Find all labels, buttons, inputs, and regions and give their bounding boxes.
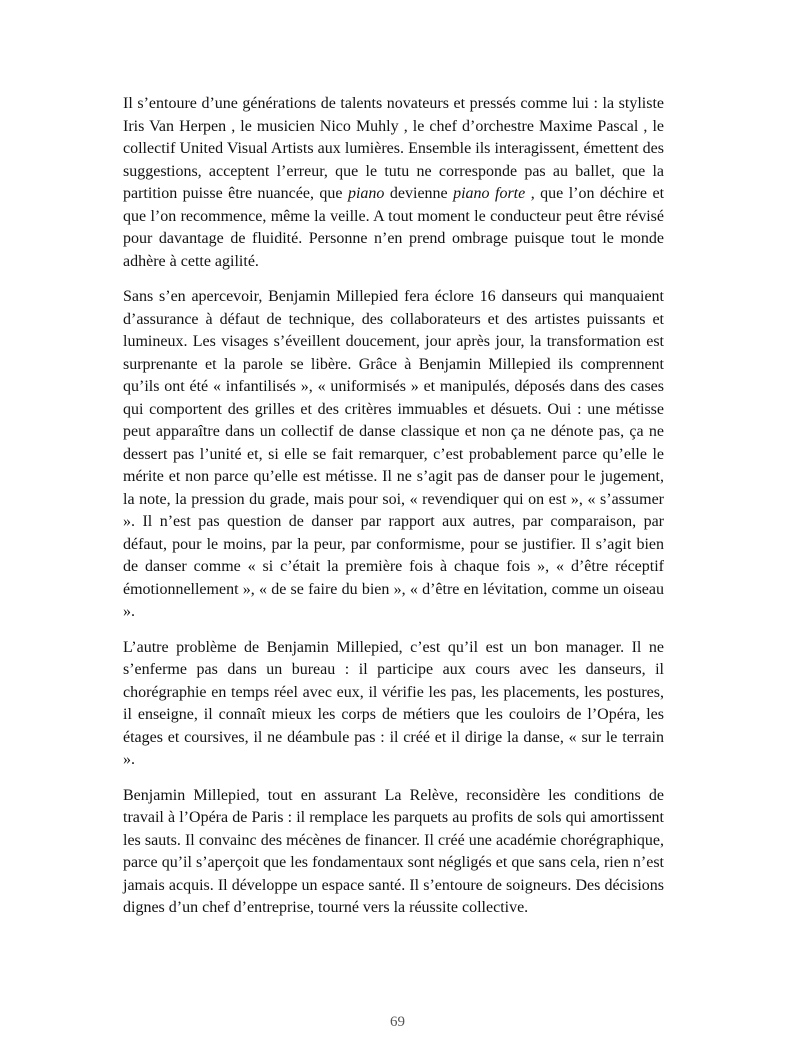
text-run: Sans s’en apercevoir, Benjamin Millepied fera éclore 16 danseurs qui manquaient d’assurance à défaut de technique, des collaborateurs et des artistes puissants et lumineux. Les visages s’éveillent doucement, jour après jour, la transformation est surprenante et la parole se libère. Grâce à Benjamin Millepied ils comprennent qu’ils ont été « infantilisés », « uniformisés » et manipulés, déposés dans des cases qui comportent des grilles et des critères immuables et désuets. Oui : une métisse peut apparaître dans un collectif de danse classique et non ça ne dénote pas, ça ne dessert pas l’unité et, si elle se fait remarquer, c’est probablement parce qu’elle le mérite et non parce qu’elle est métisse. Il ne s’agit pas de danser pour le jugement, la note, la pression du grade, mais pour soi, « revendiquer qui on est », « s’assumer ». Il n’est pas question de danser par rapport aux autres, par comparaison, par défaut, pour le moins, par la peur, par conformisme, pour se justifier. Il s’agit bien de danser comme « si c’était la première fois à chaque fois », « d’être réceptif émotionnellement », « de se faire du bien », « d’être en lévitation, comme un oiseau ». — [123, 288, 664, 620]
text-run: , que l’on déchire et que l’on recommence, même la veille. A tout moment le conducteur peut être révisé pour davantage de fluidité. Personne n’en prend ombrage puisque tout le monde adhère à cette agilité. — [123, 185, 665, 270]
page-body — [123, 93, 664, 933]
page-number: 69 — [390, 1014, 405, 1030]
page-footer — [0, 1012, 795, 1032]
italic-text-run: piano forte — [453, 185, 526, 202]
text-run: devienne — [384, 185, 454, 202]
text-run: L’autre problème de Benjamin Millepied, c’est qu’il est un bon manager. Il ne s’enferme pas dans un bureau : il participe aux cours avec les danseurs, il chorégraphie en temps réel avec eux, il vérifie les pas, les placements, les postures, il enseigne, il connaît mieux les corps de métiers que les couloirs de l’Opéra, les étages et coursives, il ne déambule pas : il créé et il dirige la danse, « sur le terrain ». — [123, 638, 664, 768]
paragraph — [123, 637, 664, 772]
text-run: Benjamin Millepied, tout en assurant La Relève, reconsidère les conditions de travail à l’Opéra de Paris : il remplace les parquets au profits de sols qui amortissent les sauts. Il convainc des mécènes de financer. Il créé une académie chorégraphique, parce qu’il s’aperçoit que les fondamentaux sont négligés et que sans cela, rien n’est jamais acquis. Il développe un espace santé. Il s’entoure de soigneurs. Des décisions dignes d’un chef d’entreprise, tourné vers la réussite collective. — [123, 786, 664, 916]
text-run: Il s’entoure d’une générations de talents novateurs et pressés comme lui : la styliste Iris Van Herpen , le musicien Nico Muhly , le chef d’orchestre Maxime Pascal , le collectif United Visual Artists aux lumières. Ensemble ils interagissent, émettent des suggestions, acceptent l’erreur, que le tutu ne corresponde pas au ballet, que la partition puisse être nuancée, que — [123, 95, 664, 202]
italic-text-run: piano — [347, 185, 385, 202]
paragraph — [123, 93, 664, 273]
paragraph — [123, 785, 664, 920]
paragraph — [123, 286, 664, 624]
